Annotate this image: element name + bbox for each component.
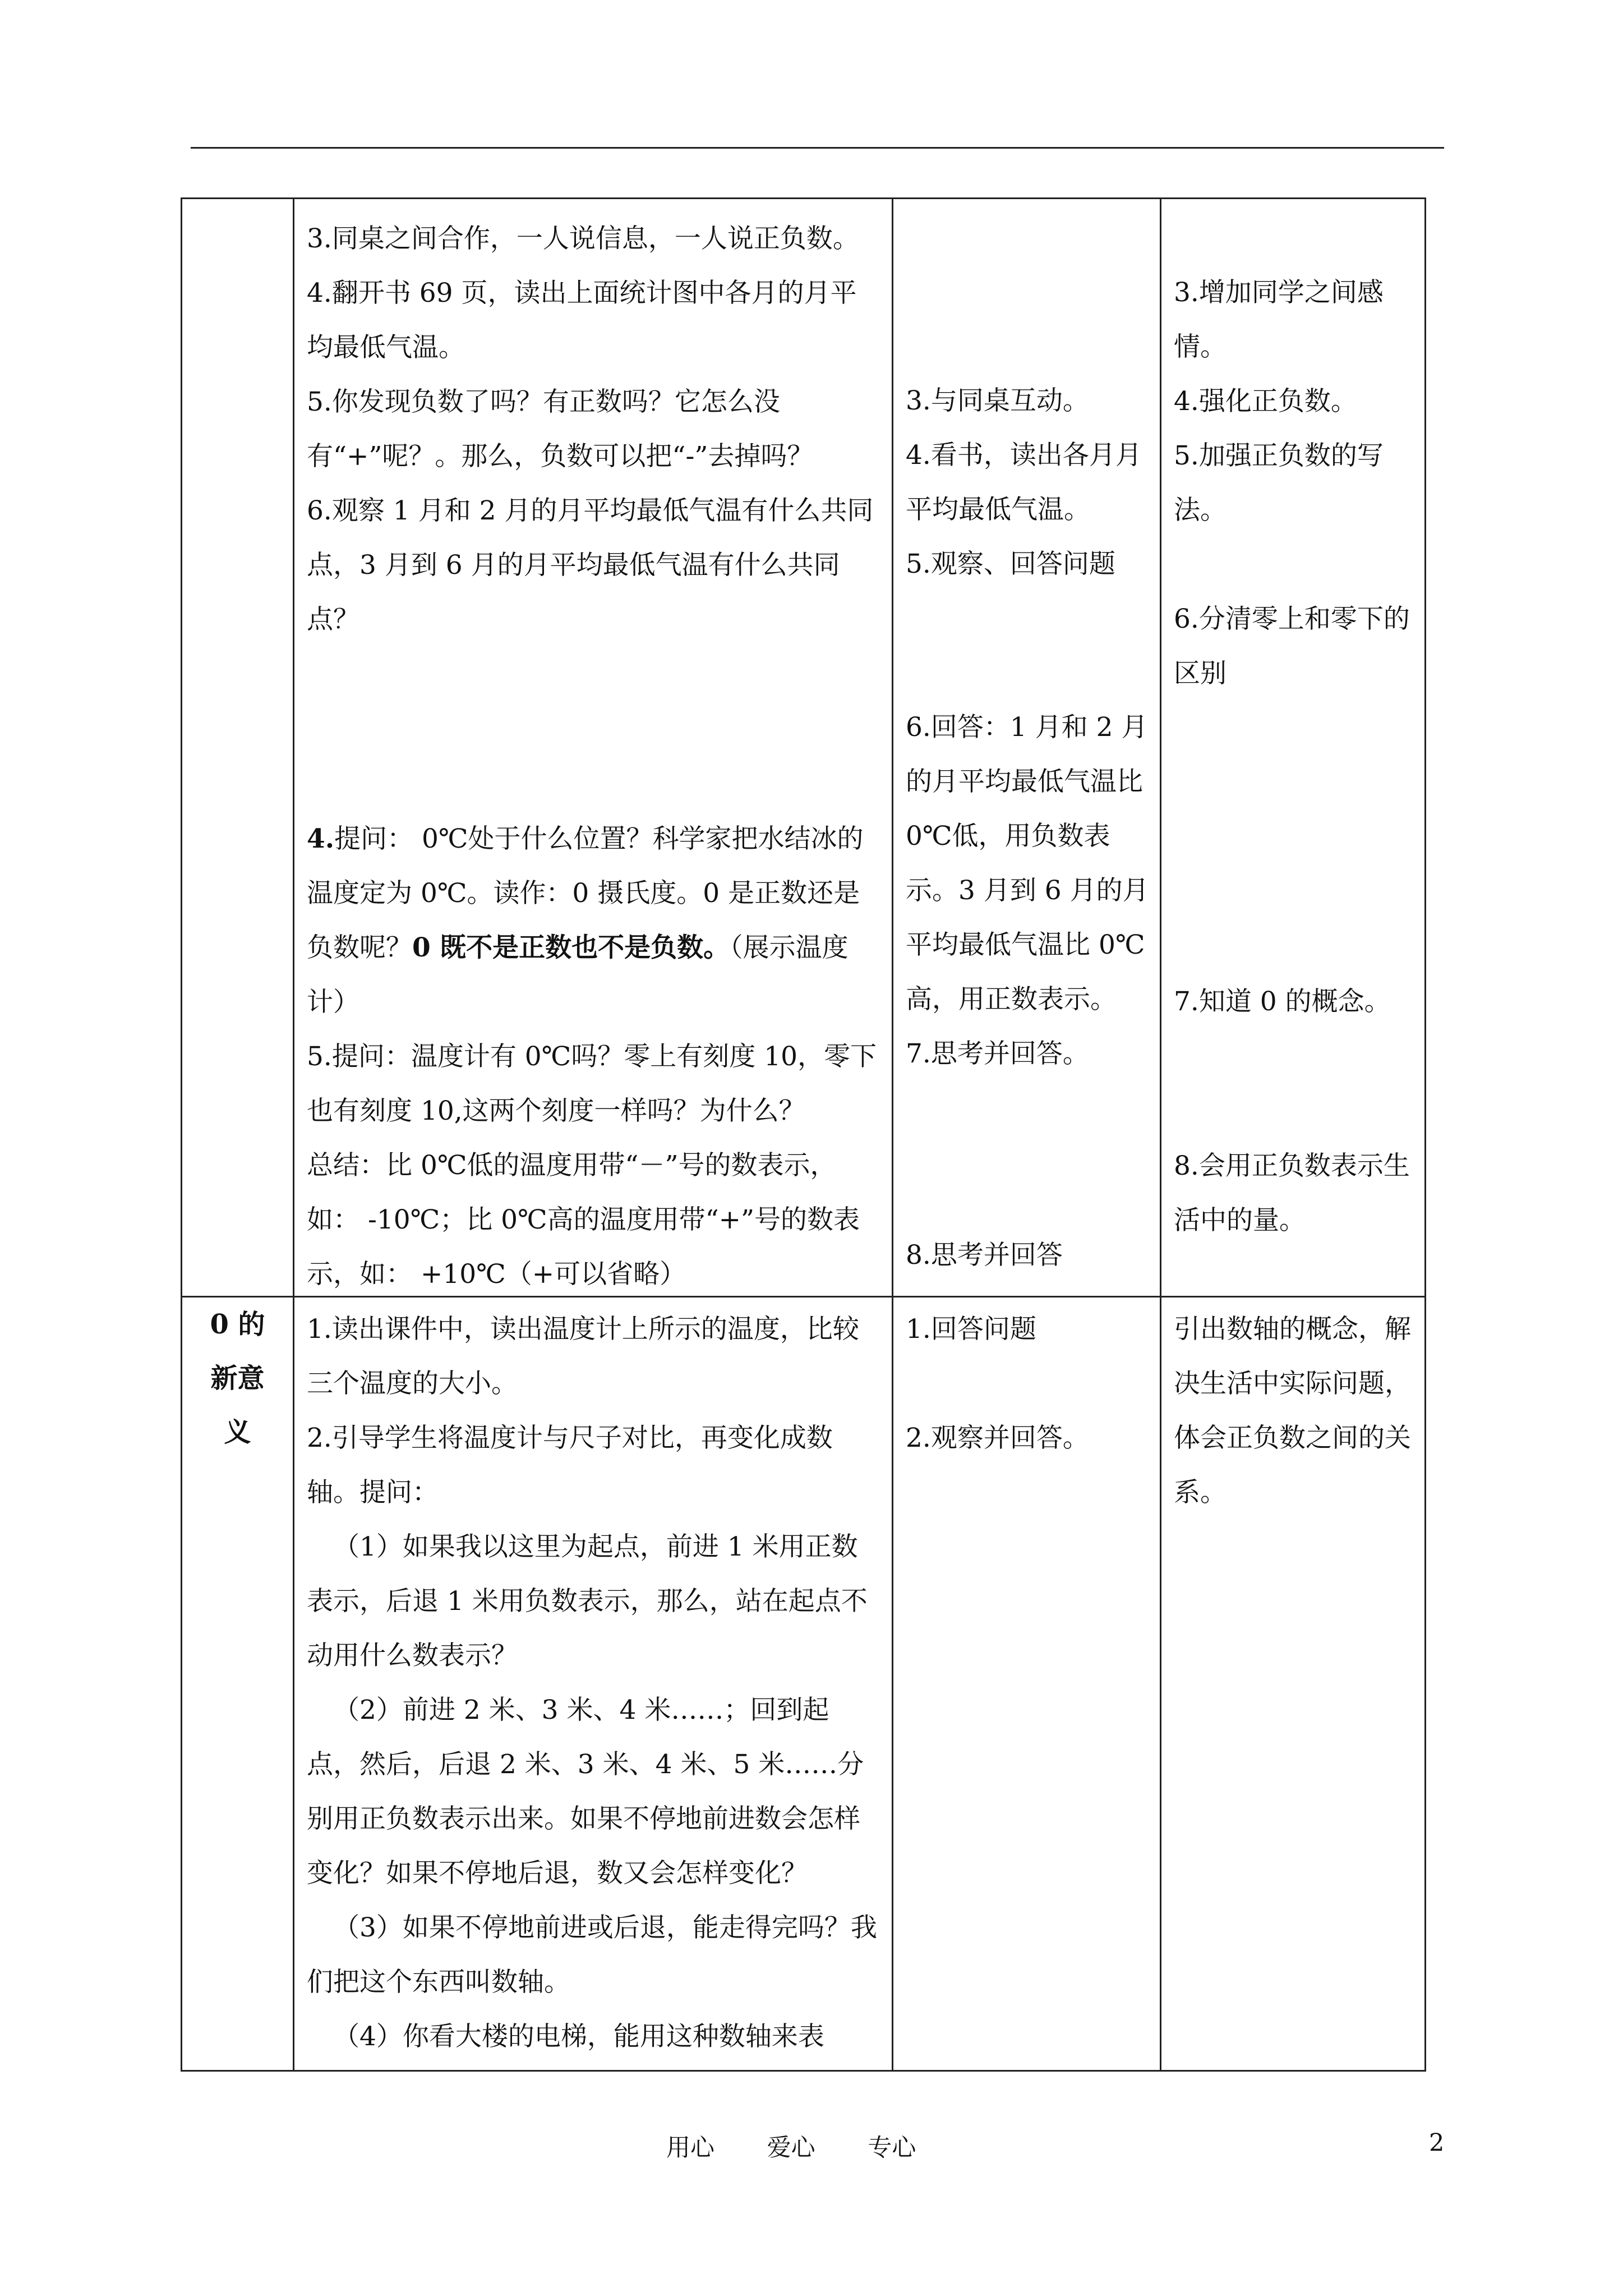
stage-title: 0 的新意义 [210,1309,265,1448]
purpose-item: 5.加强正负数的写法。 [1174,440,1384,526]
purpose-item: 3.增加同学之间感情。 [1174,277,1384,362]
teaching-content-cell [294,199,893,1297]
content-item: 5.你发现负数了吗？有正数吗？它怎么没有“+”呢？。那么，负数可以把“-”去掉吗？ [307,386,814,472]
content-item: 总结：比 0℃低的温度用带“－”号的数表示，如： -10℃；比 0℃高的温度用带“+”号的数表示，如： +10℃（+可以省略） [307,1150,860,1290]
stage-cell-empty [182,199,294,1297]
activity-item: 7.思考并回答。 [906,1038,1089,1069]
purpose-item: 7.知道 0 的概念。 [1174,986,1391,1017]
content-item: 3.同桌之间合作，一人说信息，一人说正负数。 [307,223,859,254]
item-number: 4. [307,823,335,854]
footer-motto: 专心 [868,2134,916,2162]
page-number: 2 [1429,2129,1445,2157]
activity-item: 4.看书，读出各月月平均最低气温。 [906,440,1142,525]
activity-item: 2.观察并回答。 [906,1423,1089,1453]
activity-item: 3.与同桌互动。 [906,385,1089,416]
stage-cell [182,1297,294,2071]
key-conclusion: 0 既不是正数也不是负数。 [412,932,730,963]
teaching-content-cell [294,1297,893,2071]
lesson-plan-table [181,197,1426,2072]
footer-motto: 爱心 [767,2134,815,2162]
table-row [182,1297,1426,2071]
purpose-item: 8.会用正负数表示生活中的量。 [1174,1151,1410,1236]
footer-mottos [666,2129,961,2163]
question-text: 提问： 0℃处于什么位置？科学家把水结冰的温度定为 0℃。读作：0 摄氏度。0 是正数还是负数呢？ [307,823,864,963]
content-item: 1.读出课件中，读出温度计上所示的温度，比较三个温度的大小。 [307,1314,859,1399]
content-item: 2.引导学生将温度计与尺子对比，再变化成数轴。提问： [307,1423,833,1508]
content-item: 5.提问：温度计有 0℃吗？零上有刻度 10，零下也有刻度 10,这两个刻度一样吗？为什么？ [307,1041,877,1126]
content-subitem: （1）如果我以这里为起点，前进 1 米用正数表示，后退 1 米用负数表示，那么，站在起点不动用什么数表示？ [307,1531,868,1671]
table-row [182,199,1426,1297]
student-activity-cell [893,1297,1161,2071]
header-rule [191,147,1444,149]
content-item: 4.翻开书 69 页，读出上面统计图中各月的月平均最低气温。 [307,278,857,363]
footer-motto: 用心 [666,2134,714,2162]
content-subitem: （2）前进 2 米、3 米、4 米……；回到起点，然后，后退 2 米、3 米、4 米、5 米……分别用正负数表示出来。如果不停地前进数会怎样变化？如果不停地后退，数又会怎样变化？ [307,1695,864,1889]
activity-item: 6.回答：1 月和 2 月的月平均最低气温比 0℃低，用负数表示。3 月到 6 月的月平均最低气温比 0℃高，用正数表示。 [906,712,1149,1015]
purpose-item: 引出数轴的概念，解决生活中实际问题，体会正负数之间的关系。 [1174,1314,1411,1508]
design-purpose-cell [1161,199,1426,1297]
student-activity-cell [893,199,1161,1297]
purpose-item: 6.分清零上和零下的区别 [1174,604,1410,689]
content-item-zero-question [307,812,882,1029]
activity-item: 8.思考并回答 [906,1240,1063,1271]
question-note: （展示温度计） [307,932,849,1018]
activity-item: 1.回答问题 [906,1314,1036,1345]
activity-item: 5.观察、回答问题 [906,549,1115,579]
content-item: 6.观察 1 月和 2 月的月平均最低气温有什么共同点，3 月到 6 月的月平均最低气温有什么共同点？ [307,495,874,635]
purpose-item: 4.强化正负数。 [1174,386,1357,417]
design-purpose-cell [1161,1297,1426,2071]
content-subitem: （4）你看大楼的电梯，能用这种数轴来表 [333,2021,824,2052]
content-subitem: （3）如果不停地前进或后退，能走得完吗？我们把这个东西叫数轴。 [307,1912,877,1998]
